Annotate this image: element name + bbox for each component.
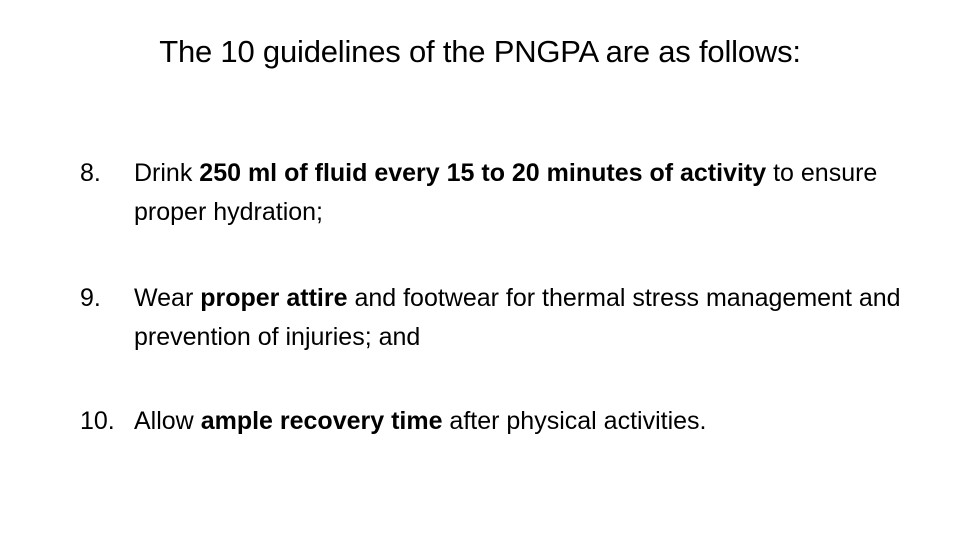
text-run: Allow [134, 407, 201, 435]
text-run: and footwear for thermal stress management and prevention of injuries; and [134, 284, 901, 351]
list-item-text [134, 402, 914, 441]
list-item-number: 9. [80, 284, 101, 312]
text-run-bold: ample recovery time [200, 407, 443, 435]
list-item-number: 8. [80, 159, 101, 187]
slide-title: The 10 guidelines of the PNGPA are as follows: [159, 34, 801, 69]
text-run-bold: 250 ml of fluid every 15 to 20 minutes of activity [199, 159, 767, 187]
list-item-number: 10. [80, 407, 115, 435]
list-item-text [134, 154, 914, 232]
text-run: Wear [134, 284, 201, 312]
text-run: after physical activities. [442, 407, 707, 435]
text-run-bold: proper attire [200, 284, 348, 312]
text-run: Drink [134, 159, 200, 187]
text-run: to ensure proper hydration; [134, 159, 878, 226]
list-item-text [134, 279, 914, 357]
